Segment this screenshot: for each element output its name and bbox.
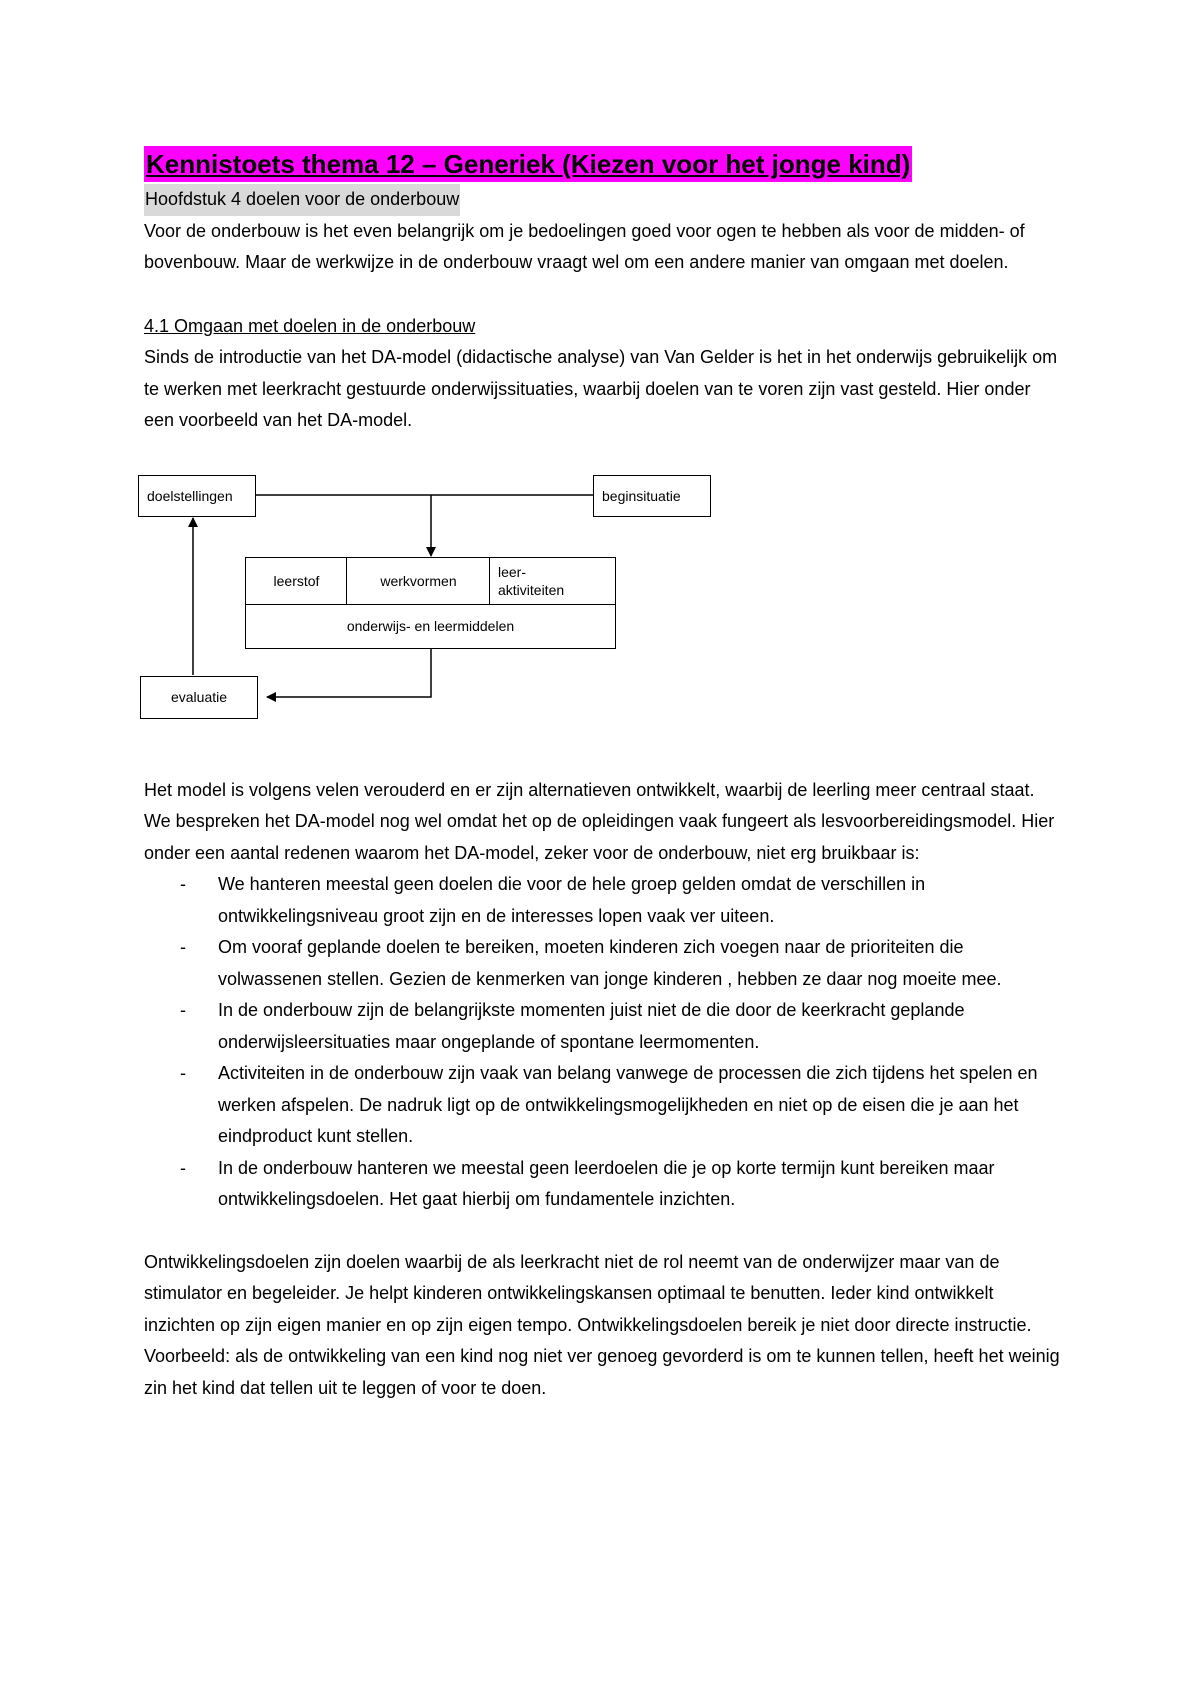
list-item-text: Om vooraf geplande doelen te bereiken, moeten kinderen zich voegen naar de prioriteiten die volwassenen stellen. Gezien de kenmerken van jonge kinderen , hebben ze daar nog moeite mee.: [218, 937, 1002, 989]
list-item: [144, 1058, 1064, 1153]
list-bullet: -: [180, 874, 186, 894]
beginsituatie-box: [593, 475, 711, 517]
document-title: Kennistoets thema 12 – Generiek (Kiezen voor het jonge kind): [144, 146, 912, 182]
evaluatie-label: evaluatie: [170, 689, 228, 705]
leeractiviteiten-label-line2: aktiviteiten: [498, 582, 565, 598]
connector-middelen-evaluatie: [267, 647, 431, 697]
leeractiviteiten-label-line1: leer-: [498, 564, 527, 580]
list-bullet: -: [180, 937, 186, 957]
list-bullet: -: [180, 1157, 186, 1178]
list-bullet: -: [180, 1063, 186, 1083]
list-item: [144, 932, 1064, 995]
reasons-list: [144, 869, 1064, 1216]
evaluatie-box: [140, 676, 258, 719]
doelstellingen-label: doelstellingen: [147, 487, 233, 504]
beginsituatie-label: beginsituatie: [602, 487, 681, 504]
section-intro-paragraph: Sinds de introductie van het DA-model (didactische analyse) van Van Gelder is het in het onderwijs gebruikelijk om te werken met leerkracht gestuurde onderwijssituaties, waarbij doelen van te voren zijn vast gesteld. Hier onder een voorbeeld van het DA-model.: [144, 347, 1058, 430]
list-item: [144, 1153, 1064, 1216]
list-item-text: In de onderbouw zijn de belangrijkste momenten juist niet de die door de keerkracht geplande onderwijsleersituaties maar ongeplande of spontane leermomenten.: [218, 1000, 965, 1052]
list-item: [144, 869, 1064, 932]
leeractiviteiten-box: [489, 557, 616, 606]
document-content: [144, 146, 1064, 1404]
middelen-box: [245, 604, 616, 649]
list-item-text: Activiteiten in de onderbouw zijn vaak van belang vanwege de processen die zich tijdens het spelen en werken afspelen. De nadruk ligt op de ontwikkelingsmogelijkheden en niet op de eisen die je aan het eindproduct kunt stellen.: [218, 1063, 1038, 1146]
werkvormen-label: werkvormen: [380, 573, 457, 589]
model-paragraph: Het model is volgens velen verouderd en er zijn alternatieven ontwikkelt, waarbij de leerling meer centraal staat. We bespreken het DA-model nog wel omdat het op de opleidingen vaak fungeert als lesvoorbereidingsmodel. Hier onder een aantal redenen waarom het DA-model, zeker voor de onderbouw, niet erg bruikbaar is:: [144, 779, 1055, 863]
closing-paragraph: Ontwikkelingsdoelen zijn doelen waarbij de als leerkracht niet de rol neemt van de onderwijzer maar van de stimulator en begeleider. Je helpt kinderen ontwikkelingskansen optimaal te benutten. Ieder kind ontwikkelt inzichten op zijn eigen manier en op zijn eigen tempo. Ontwikkelingsdoelen bereik je niet door directe instructie. Voorbeeld: als de ontwikkeling van een kind nog niet ver genoeg gevorderd is om te kunnen tellen, heeft het weinig zin het kind dat tellen uit te leggen of voor te doen.: [144, 1251, 1060, 1398]
section-heading: 4.1 Omgaan met doelen in de onderbouw: [144, 315, 476, 336]
leerstof-box: [245, 557, 348, 606]
chapter-heading-text: Hoofdstuk 4 doelen voor de onderbouw: [144, 184, 460, 216]
da-model-diagram: [138, 469, 718, 749]
leerstof-label: leerstof: [273, 573, 320, 589]
chapter-heading: [144, 184, 1064, 216]
list-item-text: We hanteren meestal geen doelen die voor de hele groep gelden omdat de verschillen in ontwikkelingsniveau groot zijn en de interesses lopen vaak ver uiteen.: [218, 874, 926, 926]
doelstellingen-box: [138, 475, 256, 517]
list-item-text: In de onderbouw hanteren we meestal geen leerdoelen die je op korte termijn kunt bereiken maar ontwikkelingsdoelen. Het gaat hierbij om fundamentele inzichten.: [218, 1157, 995, 1209]
list-bullet: -: [180, 1000, 186, 1020]
list-item: [144, 995, 1064, 1058]
werkvormen-box: [346, 557, 491, 606]
intro-paragraph: Voor de onderbouw is het even belangrijk om je bedoelingen goed voor ogen te hebben als voor de midden- of bovenbouw. Maar de werkwijze in de onderbouw vraagt wel om een andere manier van omgaan met doelen.: [144, 220, 1025, 272]
middelen-label: onderwijs- en leermiddelen: [346, 618, 515, 634]
